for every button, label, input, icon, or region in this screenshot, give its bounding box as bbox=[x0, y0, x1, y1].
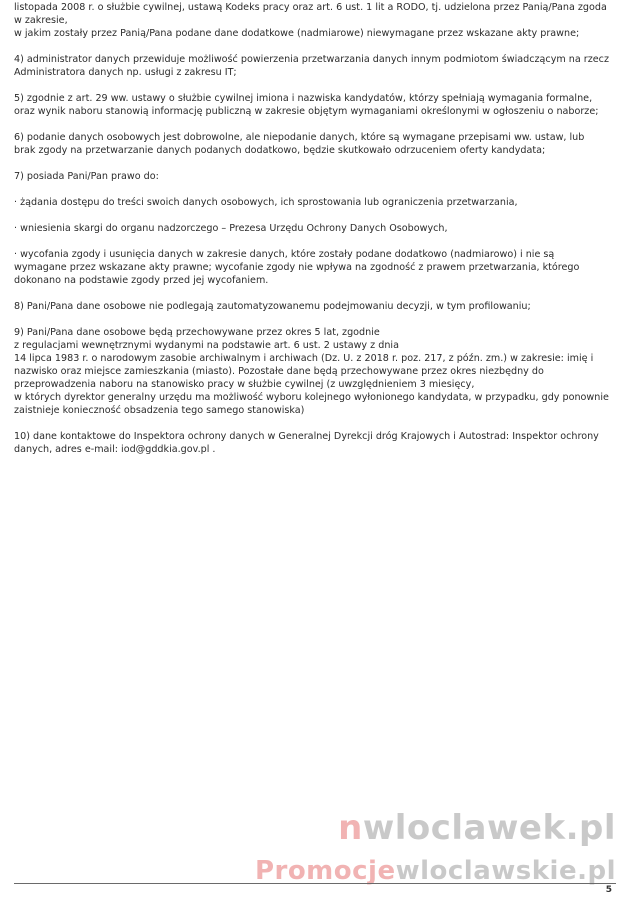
watermark-promocje bbox=[255, 856, 616, 886]
paragraph-gap bbox=[14, 79, 614, 92]
point-9-line: zaistnieje konieczność obsadzenia tego samego stanowiska) bbox=[14, 405, 305, 416]
point-4-line: Administratora danych np. usługi z zakresu IT; bbox=[14, 67, 237, 78]
paragraph-gap bbox=[14, 417, 614, 430]
paragraph-gap bbox=[14, 287, 614, 300]
point-9-line: nazwisko oraz miejsce zamieszkania (miasto). Pozostałe dane będą przechowywane przez okres niezbędny do bbox=[14, 366, 544, 377]
text-line: listopada 2008 r. o służbie cywilnej, ustawą Kodeks pracy oraz art. 6 ust. 1 lit a RODO, tj. udzielona przez Panią/Pana zgoda bbox=[14, 2, 607, 13]
paragraph-gap bbox=[14, 118, 614, 131]
point-9-line: 14 lipca 1983 r. o narodowym zasobie archiwalnym i archiwach (Dz. U. z 2018 r. poz. 217, z późn. zm.) w zakresie: imię i bbox=[14, 353, 594, 364]
text-line: w zakresie, bbox=[14, 15, 68, 26]
watermark-nwloclawek bbox=[338, 808, 616, 848]
footer-divider bbox=[14, 883, 616, 884]
paragraph-gap bbox=[14, 40, 614, 53]
watermark-rest: wloclawek.pl bbox=[362, 808, 616, 848]
point-10-line: 10) dane kontaktowe do Inspektora ochrony danych w Generalnej Dyrekcji dróg Krajowych i Autostrad: Inspektor ochrony bbox=[14, 431, 599, 442]
watermark-wloclawskie: wloclawskie.pl bbox=[395, 856, 616, 886]
point-6-line: brak zgody na przetwarzanie danych podanych dodatkowo, będzie skutkowało odrzuceniem oferty kandydata; bbox=[14, 145, 546, 156]
paragraph-gap bbox=[14, 313, 614, 326]
paragraph-gap bbox=[14, 235, 614, 248]
text-line: dokonano na podstawie zgody przed jej wycofaniem. bbox=[14, 275, 269, 286]
document-body bbox=[14, 1, 614, 456]
point-6-line: 6) podanie danych osobowych jest dobrowolne, ale niepodanie danych, które są wymagane przepisami ww. ustaw, lub bbox=[14, 132, 585, 143]
point-4-line: 4) administrator danych przewiduje możliwość powierzenia przetwarzania danych innym podmiotom świadczącym na rzecz bbox=[14, 54, 609, 65]
point-9-line: 9) Pani/Pana dane osobowe będą przechowywane przez okres 5 lat, zgodnie bbox=[14, 327, 380, 338]
bullet-complaint-right: · wniesienia skargi do organu nadzorczego – Prezesa Urzędu Ochrony Danych Osobowych, bbox=[14, 223, 448, 234]
page-number: 5 bbox=[605, 885, 612, 895]
point-5-line: 5) zgodnie z art. 29 ww. ustawy o służbie cywilnej imiona i nazwiska kandydatów, którzy spełniają wymagania formalne, bbox=[14, 93, 593, 104]
watermark-first-letter: n bbox=[338, 808, 363, 848]
point-9-line: przeprowadzenia naboru na stanowisko pracy w służbie cywilnej (z uwzględnieniem 3 miesięcy, bbox=[14, 379, 475, 390]
paragraph-gap bbox=[14, 209, 614, 222]
watermark-promocje-word: Promocje bbox=[254, 856, 396, 886]
text-line: wymagane przez wskazane akty prawne; wycofanie zgody nie wpływa na zgodność z prawem przetwarzania, którego bbox=[14, 262, 580, 273]
point-5-line: oraz wynik naboru stanowią informację publiczną w zakresie objętym wymaganiami określonymi w ogłoszeniu o naborze; bbox=[14, 106, 599, 117]
point-9-line: z regulacjami wewnętrznymi wydanymi na podstawie art. 6 ust. 2 ustawy z dnia bbox=[14, 340, 399, 351]
text-line: w jakim zostały przez Panią/Pana podane dane dodatkowe (nadmiarowe) niewymagane przez wskazane akty prawne; bbox=[14, 28, 580, 39]
point-10-line: danych, adres e-mail: iod@gddkia.gov.pl . bbox=[14, 444, 216, 455]
bullet-access-right: · żądania dostępu do treści swoich danych osobowych, ich sprostowania lub ograniczenia przetwarzania, bbox=[14, 197, 518, 208]
bullet-withdrawal-right: · wycofania zgody i usunięcia danych w zakresie danych, które zostały podane dodatkowo (nadmiarowo) i nie są bbox=[14, 249, 555, 260]
paragraph-gap bbox=[14, 183, 614, 196]
point-7-line: 7) posiada Pani/Pan prawo do: bbox=[14, 171, 159, 182]
point-9-line: w których dyrektor generalny urzędu ma możliwość wyboru kolejnego wyłonionego kandydata, w przypadku, gdy ponownie bbox=[14, 392, 609, 403]
paragraph-gap bbox=[14, 157, 614, 170]
point-8-line: 8) Pani/Pana dane osobowe nie podlegają zautomatyzowanemu podejmowaniu decyzji, w tym profilowaniu; bbox=[14, 301, 531, 312]
